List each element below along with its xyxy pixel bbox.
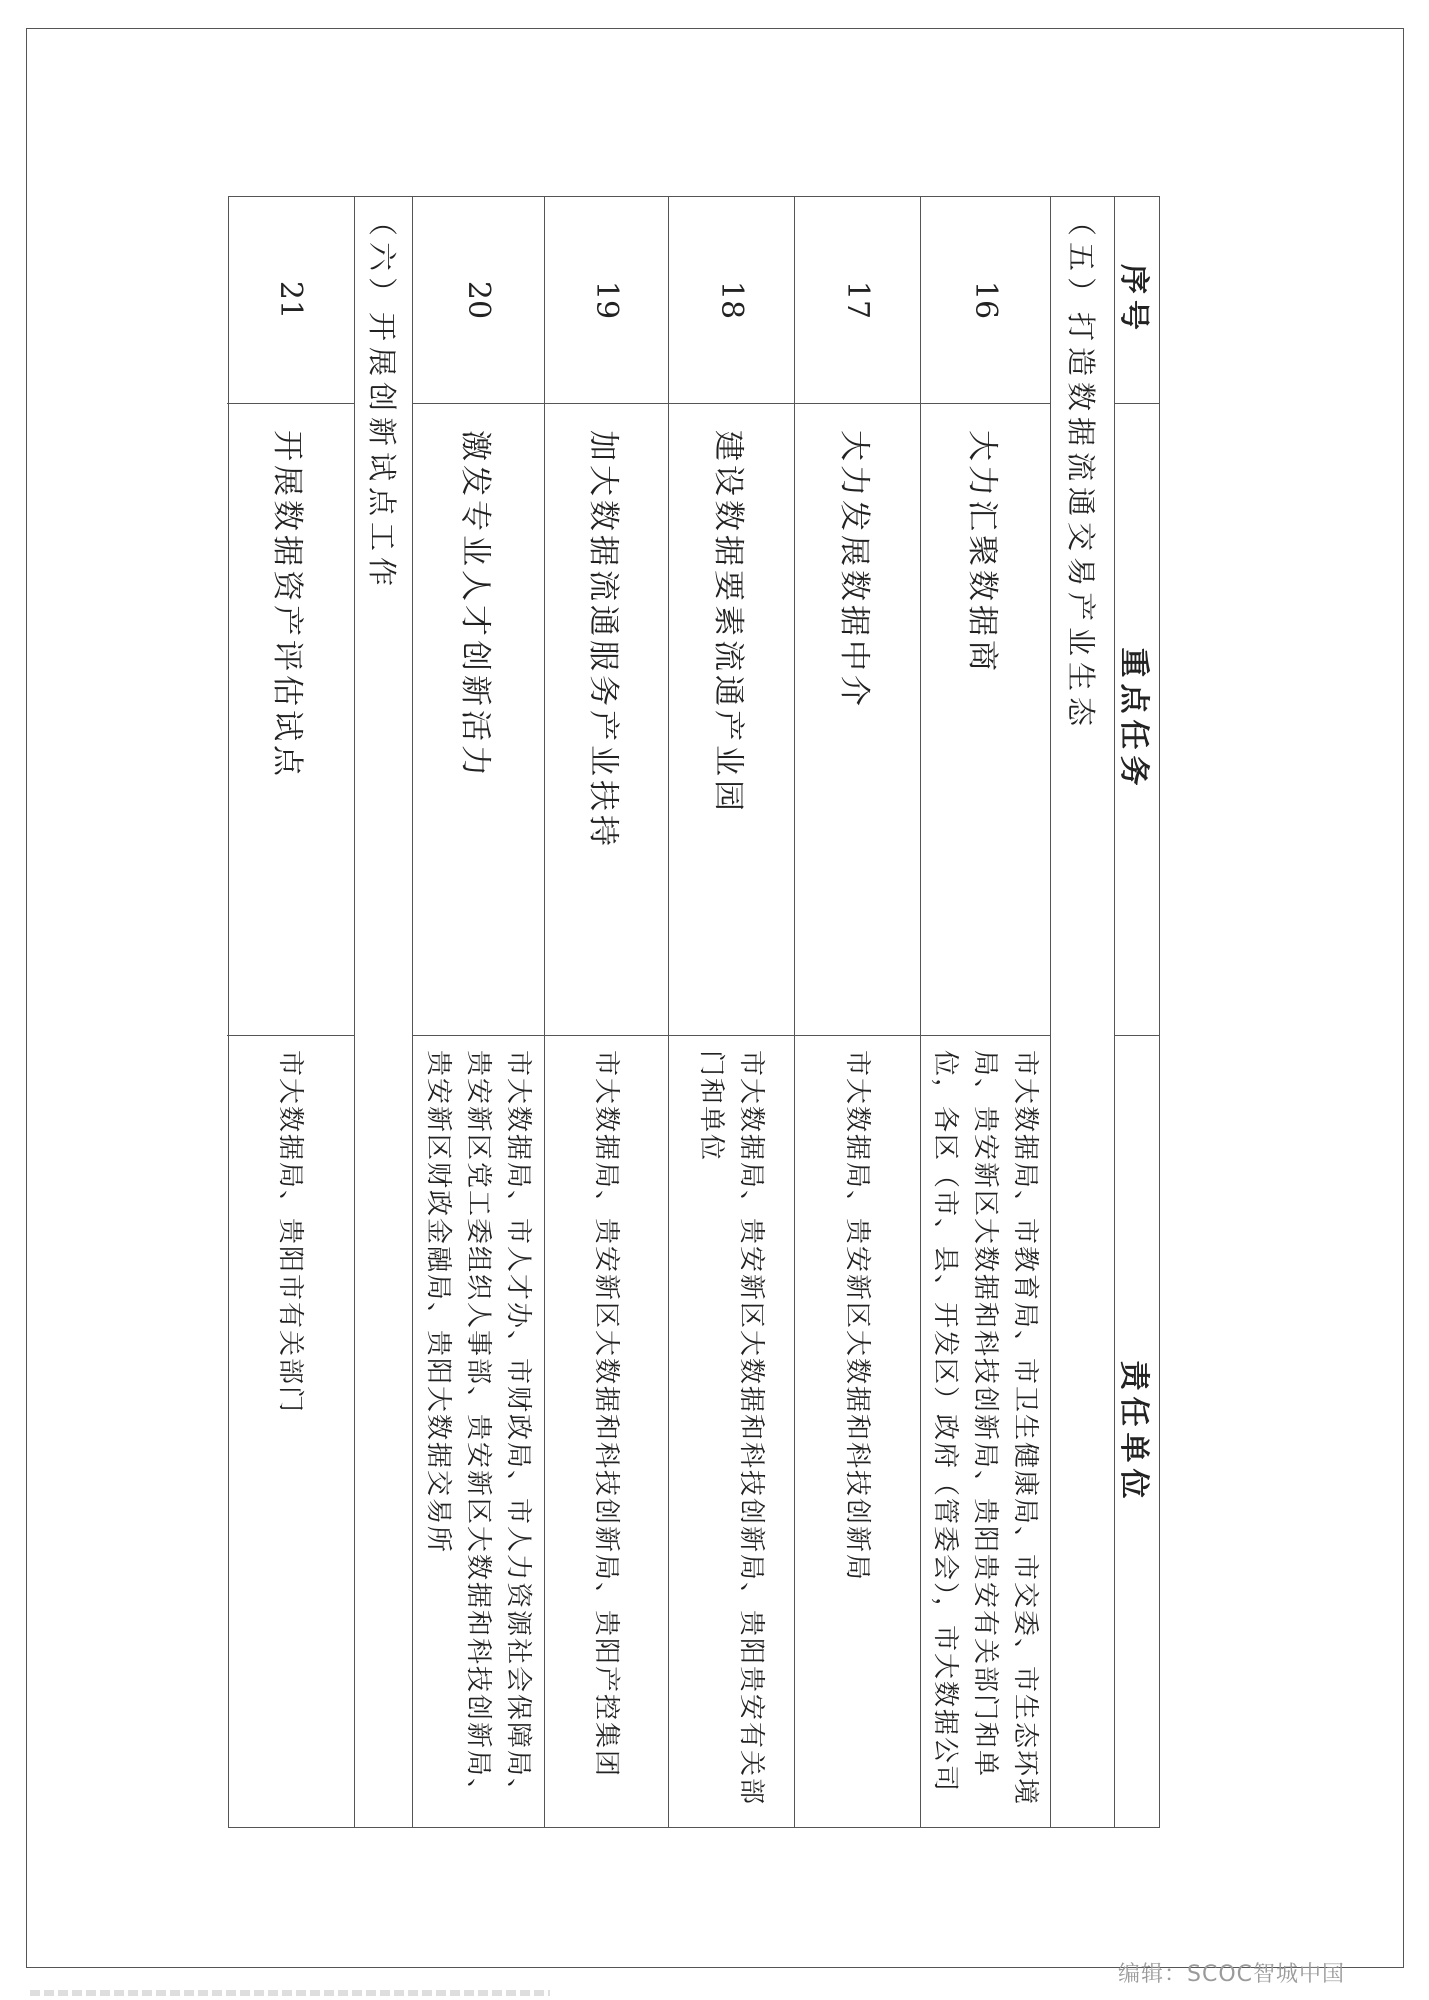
editor-credit: 编辑：SCOC智城中国 (1118, 1962, 1346, 1987)
table-row (413, 197, 545, 1827)
row-number: 21 (273, 280, 308, 320)
table-row (227, 197, 355, 1827)
row-task: 加大数据流通服务产业扶持 (545, 403, 668, 1035)
table-row (545, 197, 669, 1827)
responsibility-table (228, 196, 1160, 1828)
row-number: 18 (714, 280, 749, 320)
row-unit: 市大数据局、贵阳市有关部门 (227, 1035, 354, 1829)
section-row (355, 197, 413, 1827)
row-unit: 市大数据局、贵安新区大数据和科技创新局 (795, 1035, 920, 1829)
section-title: （六）开展创新试点工作 (365, 207, 399, 593)
row-unit: 市大数据局、贵安新区大数据和科技创新局、贵阳贵安有关部门和单位 (669, 1035, 794, 1829)
row-number: 20 (461, 280, 496, 320)
row-number: 16 (968, 280, 1003, 320)
row-task: 激发专业人才创新活力 (413, 403, 544, 1035)
table-row (795, 197, 921, 1827)
section-row (1051, 197, 1115, 1827)
row-unit: 市大数据局、市教育局、市卫生健康局、市交委、市生态环境局、贵安新区大数据和科技创新局、贵阳贵安有关部门和单位，各区（市、县、开发区）政府（管委会），市大数据公司 (921, 1035, 1050, 1829)
row-task: 大力发展数据中介 (795, 403, 920, 1035)
table-header-row (1115, 197, 1159, 1827)
header-unit: 责任单位 (1115, 1035, 1159, 1829)
row-unit: 市大数据局、市人才办、市财政局、市人力资源社会保障局、贵安新区党工委组织人事部、贵安新区大数据和科技创新局、贵安新区财政金融局、贵阳大数据交易所 (413, 1035, 544, 1829)
section-title: （五）打造数据流通交易产业生态 (1064, 207, 1098, 733)
header-seq: 序号 (1116, 264, 1151, 336)
row-task: 大力汇聚数据商 (921, 403, 1050, 1035)
table-row (921, 197, 1051, 1827)
row-number: 17 (840, 280, 875, 320)
row-task: 开展数据资产评估试点 (227, 403, 354, 1035)
rotated-table-wrapper (228, 196, 1160, 1828)
row-task: 建设数据要素流通产业园 (669, 403, 794, 1035)
row-unit: 市大数据局、贵安新区大数据和科技创新局、贵阳产控集团 (545, 1035, 668, 1829)
watermark-strip (30, 1990, 550, 1996)
row-number: 19 (589, 280, 624, 320)
table-row (669, 197, 795, 1827)
header-task: 重点任务 (1115, 403, 1159, 1035)
